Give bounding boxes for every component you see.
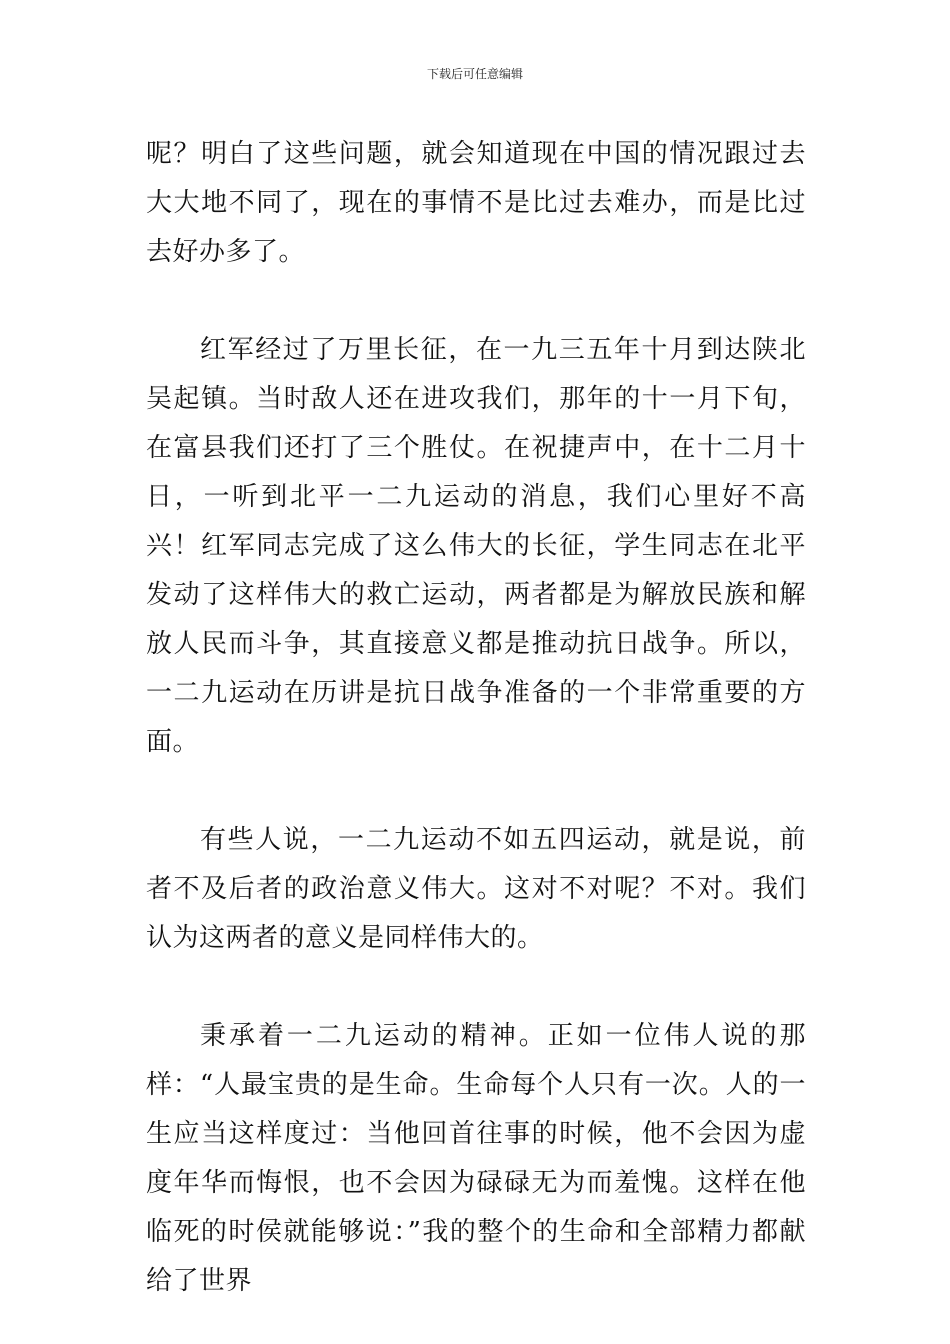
paragraph-4: 秉承着一二九运动的精神。正如一位伟人说的那样：“人最宝贵的是生命。生命每个人只有一次。人的一生应当这样度过：当他回首往事的时候，他不会因为虚度年华而悔恨，也不会因为碌碌无为而羞愧。这样在他临死的时侯就能够说：”我的整个的生命和全部精力都献给了世界 — [146, 1021, 806, 1296]
paragraph-1: 呢？明白了这些问题，就会知道现在中国的情况跟过去大大地不同了，现在的事情不是比过去难办，而是比过去好办多了。 — [146, 139, 806, 267]
document-body — [146, 130, 806, 1306]
paragraph-3: 有些人说，一二九运动不如五四运动，就是说，前者不及后者的政治意义伟大。这对不对呢？不对。我们认为这两者的意义是同样伟大的。 — [146, 825, 806, 953]
page-header: 下载后可任意编辑 — [426, 67, 523, 81]
paragraph-2: 红军经过了万里长征，在一九三五年十月到达陕北吴起镇。当时敌人还在进攻我们，那年的十一月下旬，在富县我们还打了三个胜仗。在祝捷声中，在十二月十日，一听到北平一二九运动的消息，我们心里好不高兴！红军同志完成了这么伟大的长征，学生同志在北平发动了这样伟大的救亡运动，两者都是为解放民族和解放人民而斗争，其直接意义都是推动抗日战争。所以，一二九运动在历讲是抗日战争准备的一个非常重要的方面。 — [146, 335, 806, 757]
